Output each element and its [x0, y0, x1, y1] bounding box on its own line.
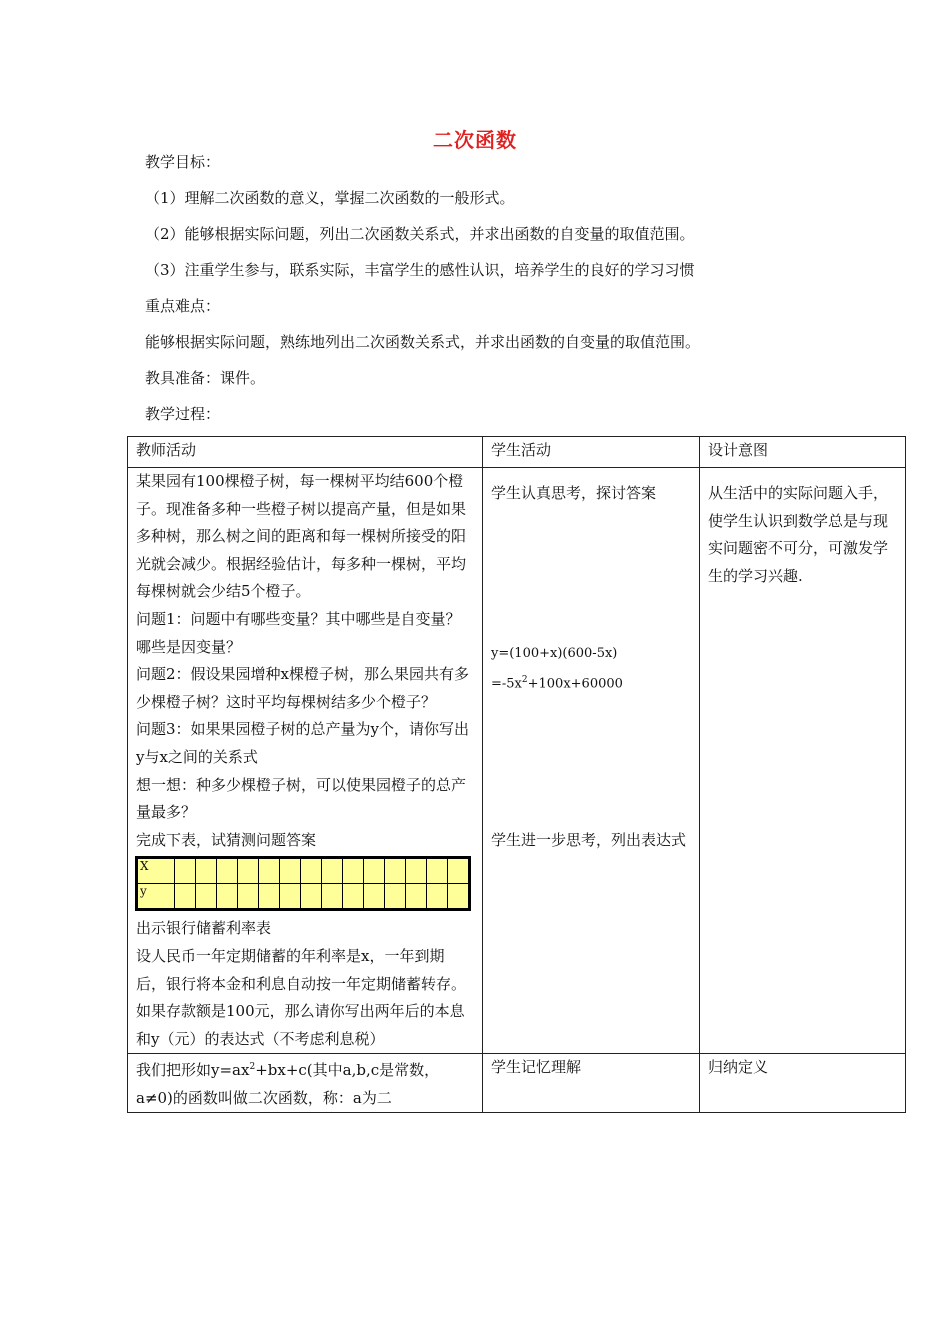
guess-table	[135, 856, 471, 911]
lesson-table	[127, 436, 906, 1113]
guess-cell	[301, 858, 322, 884]
guess-label-x: X	[137, 858, 175, 884]
guess-cell	[385, 884, 406, 910]
student-think: 学生认真思考，探讨答案	[491, 484, 657, 502]
table-row	[128, 468, 906, 1054]
question-1: 问题1：问题中有哪些变量？其中哪些是自变量？哪些是因变量？	[136, 609, 461, 656]
guess-cell	[196, 858, 217, 884]
guess-cell	[301, 884, 322, 910]
guess-cell	[448, 858, 470, 884]
header-intent: 设计意图	[700, 437, 906, 468]
design-intent-text: 从生活中的实际问题入手，使学生认识到数学总是与现实问题密不可分，可激发学生的学习兴趣.	[708, 484, 889, 585]
guess-row-y	[137, 884, 470, 910]
intent-definition-cell: 归纳定义	[700, 1054, 906, 1113]
process-heading: 教学过程：	[145, 405, 221, 423]
guess-cell	[196, 884, 217, 910]
formula-line-1: y=(100+x)(600-5x)	[491, 645, 618, 661]
goals-heading: 教学目标：	[145, 153, 221, 171]
guess-cell	[322, 884, 343, 910]
guess-cell	[217, 858, 238, 884]
tools-line: 教具准备：课件。	[145, 369, 266, 387]
guess-cell	[259, 884, 280, 910]
header-teacher: 教师活动	[128, 437, 483, 468]
goal-2: （2）能够根据实际问题，列出二次函数关系式，并求出函数的自变量的取值范围。	[145, 225, 695, 243]
guess-cell	[385, 858, 406, 884]
guess-cell	[427, 884, 448, 910]
guess-cell	[343, 858, 364, 884]
think-prompt: 想一想：种多少棵橙子树，可以使果园橙子的总产量最多？	[136, 775, 467, 822]
guess-cell	[406, 884, 427, 910]
guess-cell	[217, 884, 238, 910]
guess-cell	[238, 858, 259, 884]
design-intent-cell	[700, 468, 906, 1054]
teacher-activity-cell	[128, 468, 483, 1054]
header-student: 学生活动	[483, 437, 700, 468]
table-header-row	[128, 437, 906, 468]
guess-cell	[343, 884, 364, 910]
student-memorize-cell: 学生记忆理解	[483, 1054, 700, 1113]
formula-line-2: $=-5x^2+100x+60000$	[491, 674, 623, 691]
guess-label-y: y	[137, 884, 175, 910]
page-title: 二次函数	[433, 128, 517, 152]
guess-cell	[448, 884, 470, 910]
definition-cell: 我们把形如$y=ax^2+bx+c$(其中a,b,c是常数，a≠0)的函数叫做二次函数，称：a为二	[128, 1054, 483, 1113]
table-row	[128, 1054, 906, 1113]
guess-row-x	[137, 858, 470, 884]
guess-cell	[280, 858, 301, 884]
question-2: 问题2：假设果园增种x棵橙子树，那么果园共有多少棵橙子树？这时平均每棵树结多少个橙子？	[136, 665, 470, 711]
guess-cell	[175, 884, 196, 910]
guess-cell	[322, 858, 343, 884]
guess-cell	[364, 884, 385, 910]
guess-cell	[175, 858, 196, 884]
guess-cell	[280, 884, 301, 910]
table-instruction: 完成下表，试猜测问题答案	[136, 830, 317, 849]
question-3: 问题3：如果果园橙子树的总产量为y个，请你写出y与x之间的关系式	[136, 720, 470, 766]
goal-3: （3）注重学生参与，联系实际，丰富学生的感性认识，培养学生的良好的学习习惯	[145, 261, 695, 279]
key-points-text: 能够根据实际问题，熟练地列出二次函数关系式，并求出函数的自变量的取值范围。	[145, 333, 701, 351]
orange-tree-problem: 某果园有100棵橙子树，每一棵树平均结600个橙子。现准备多种一些橙子树以提高产量，但是如果多种树，那么树之间的距离和每一棵树所接受的阳光就会减少。根据经验估计，每多种一棵树，平均每棵树就会少结5个橙子。	[136, 472, 467, 601]
key-points-heading: 重点难点：	[145, 297, 221, 315]
guess-cell	[238, 884, 259, 910]
guess-cell	[259, 858, 280, 884]
guess-cell	[364, 858, 385, 884]
goal-1: （1）理解二次函数的意义，掌握二次函数的一般形式。	[145, 189, 515, 207]
student-further-think: 学生进一步思考，列出表达式	[491, 830, 687, 849]
guess-cell	[427, 858, 448, 884]
bank-rate-note: 出示银行储蓄利率表	[136, 919, 272, 938]
savings-problem: 设人民币一年定期储蓄的年利率是x，一年到期后，银行将本金和利息自动按一年定期储蓄转存。如果存款额是100元，那么请你写出两年后的本息和y（元）的表达式（不考虑利息税）	[136, 946, 467, 1048]
student-activity-cell	[483, 468, 700, 1054]
guess-cell	[406, 858, 427, 884]
